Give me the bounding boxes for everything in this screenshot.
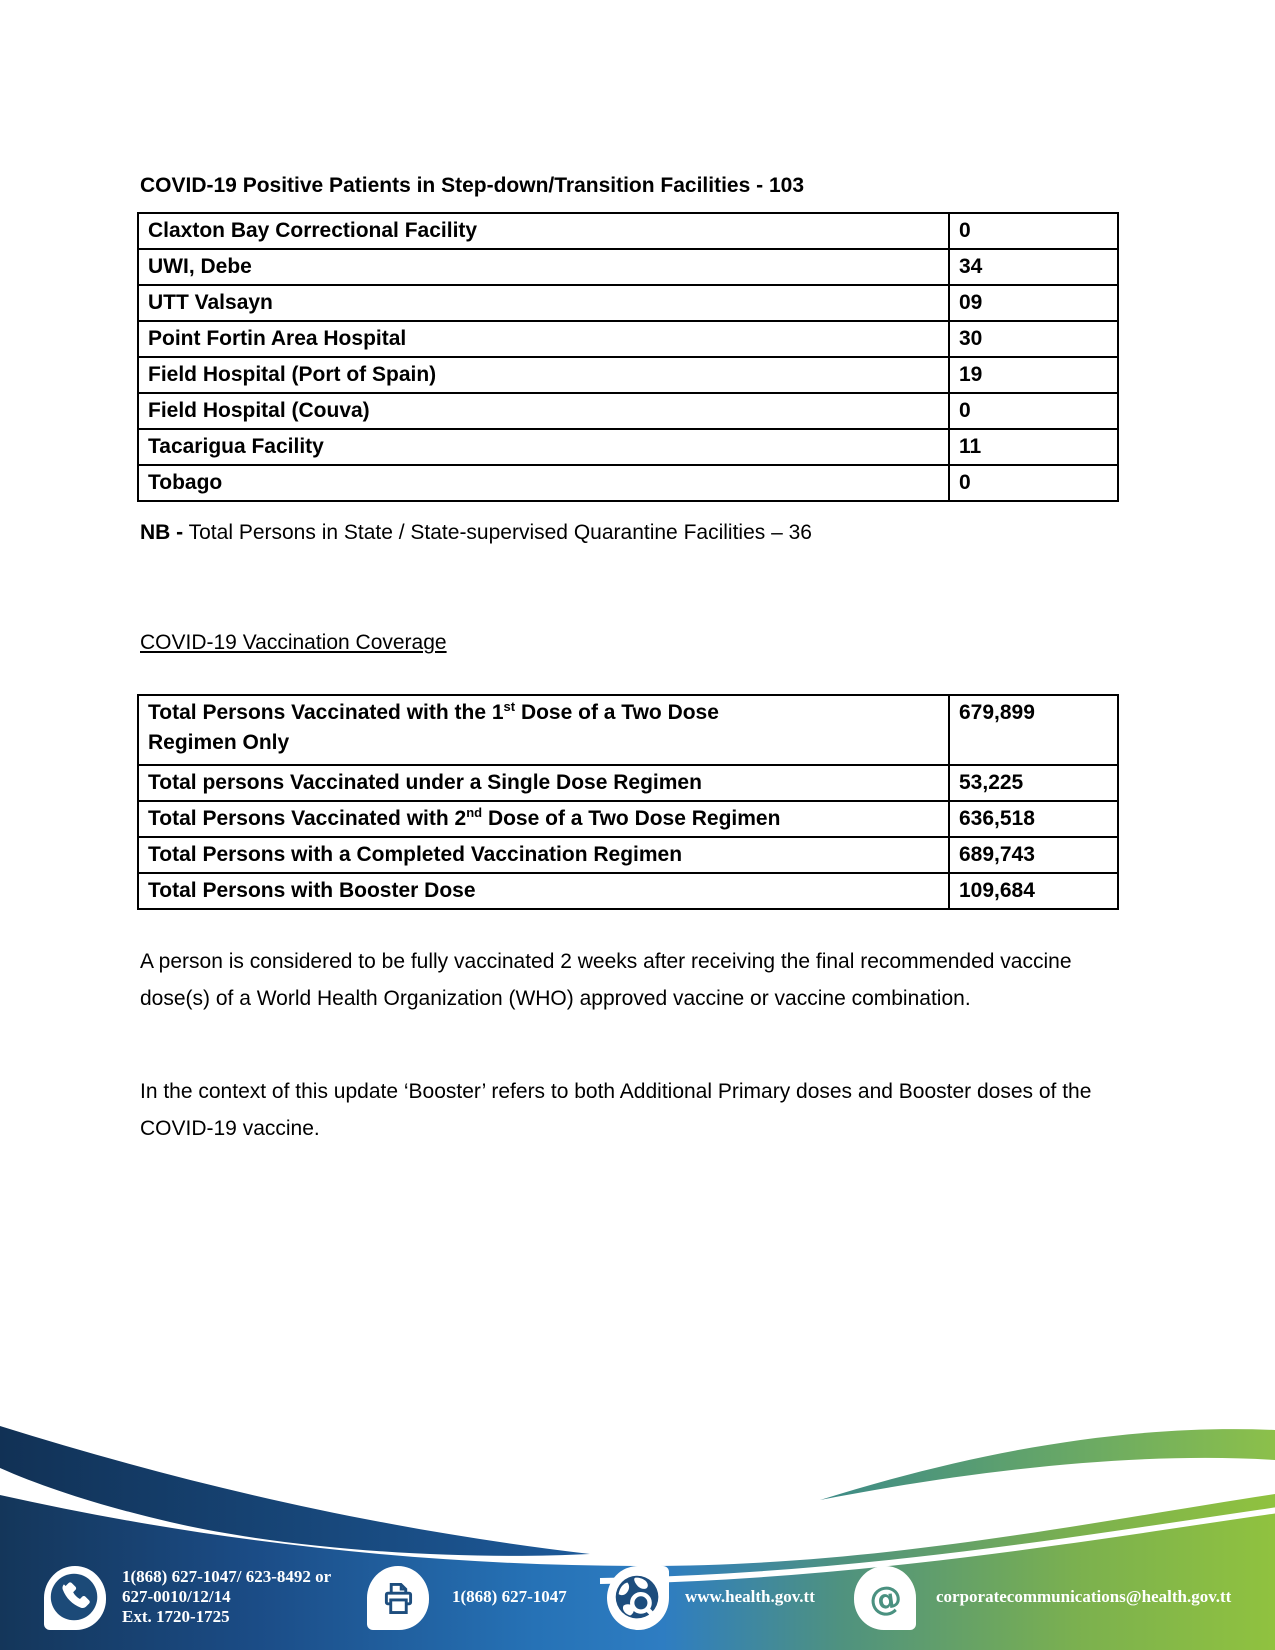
footer bbox=[0, 1370, 1275, 1650]
facility-name: UTT Valsayn bbox=[138, 285, 949, 321]
table-row bbox=[138, 393, 1118, 429]
nb-note bbox=[140, 521, 812, 545]
ordinal-superscript: nd bbox=[466, 805, 483, 820]
email-icon bbox=[854, 1566, 916, 1630]
vaccination-label: Total Persons Vaccinated with the 1st Dose of a Two Dose Regimen Only bbox=[138, 695, 949, 765]
vaccination-value: 679,899 bbox=[949, 695, 1118, 765]
vaccination-value: 109,684 bbox=[949, 873, 1118, 909]
phone-line: 627-0010/12/14 bbox=[122, 1587, 231, 1606]
vaccination-value: 53,225 bbox=[949, 765, 1118, 801]
vaccination-label: Total Persons with a Completed Vaccination Regimen bbox=[138, 837, 949, 873]
facility-count: 0 bbox=[949, 213, 1118, 249]
facility-name: Tacarigua Facility bbox=[138, 429, 949, 465]
phone-numbers bbox=[122, 1567, 331, 1627]
stepdown-table bbox=[137, 212, 1119, 502]
table-row bbox=[138, 801, 1118, 837]
phone-icon bbox=[44, 1566, 106, 1630]
table-row bbox=[138, 695, 1118, 765]
facility-name: UWI, Debe bbox=[138, 249, 949, 285]
table-row bbox=[138, 837, 1118, 873]
facility-count: 09 bbox=[949, 285, 1118, 321]
stepdown-title: COVID-19 Positive Patients in Step-down/Transition Facilities - 103 bbox=[140, 174, 804, 197]
facility-count: 0 bbox=[949, 393, 1118, 429]
phone-line: 1(868) 627-1047/ 623-8492 or bbox=[122, 1567, 332, 1586]
table-row bbox=[138, 249, 1118, 285]
globe-icon bbox=[607, 1566, 669, 1630]
table-row bbox=[138, 321, 1118, 357]
fully-vaccinated-note: A person is considered to be fully vaccinated 2 weeks after receiving the final recommended vaccine dose(s) of a World Health Organization (WHO) approved vaccine or vaccine combination. bbox=[140, 950, 1072, 1010]
phone-line: Ext. 1720-1725 bbox=[122, 1607, 230, 1626]
facility-count: 11 bbox=[949, 429, 1118, 465]
table-row bbox=[138, 765, 1118, 801]
facility-count: 30 bbox=[949, 321, 1118, 357]
facility-name: Claxton Bay Correctional Facility bbox=[138, 213, 949, 249]
fax-number: 1(868) 627-1047 bbox=[452, 1587, 567, 1606]
facility-count: 19 bbox=[949, 357, 1118, 393]
table-row bbox=[138, 357, 1118, 393]
table-row bbox=[138, 465, 1118, 501]
facility-name: Point Fortin Area Hospital bbox=[138, 321, 949, 357]
table-row bbox=[138, 873, 1118, 909]
nb-prefix: NB - bbox=[140, 521, 184, 544]
vaccination-label: Total Persons with Booster Dose bbox=[138, 873, 949, 909]
ordinal-superscript: st bbox=[503, 699, 516, 714]
email-address: corporatecommunications@health.gov.tt bbox=[936, 1587, 1232, 1606]
vaccination-label: Total Persons Vaccinated with 2nd Dose of a Two Dose Regimen bbox=[138, 801, 949, 837]
facility-count: 34 bbox=[949, 249, 1118, 285]
facility-name: Field Hospital (Port of Spain) bbox=[138, 357, 949, 393]
facility-count: 0 bbox=[949, 465, 1118, 501]
table-row bbox=[138, 213, 1118, 249]
facility-name: Field Hospital (Couva) bbox=[138, 393, 949, 429]
facility-name: Tobago bbox=[138, 465, 949, 501]
nb-text: Total Persons in State / State-supervised Quarantine Facilities – 36 bbox=[183, 521, 812, 544]
vaccination-table bbox=[137, 694, 1119, 910]
fax-icon bbox=[367, 1566, 429, 1630]
vaccination-heading: COVID-19 Vaccination Coverage bbox=[140, 631, 447, 654]
vaccination-label: Total persons Vaccinated under a Single Dose Regimen bbox=[138, 765, 949, 801]
vaccination-value: 689,743 bbox=[949, 837, 1118, 873]
booster-note: In the context of this update ‘Booster’ refers to both Additional Primary doses and Booster doses of the COVID-19 vaccine. bbox=[140, 1080, 1092, 1140]
table-row bbox=[138, 429, 1118, 465]
vaccination-value: 636,518 bbox=[949, 801, 1118, 837]
website-url: www.health.gov.tt bbox=[685, 1587, 815, 1606]
at-glyph: @ bbox=[865, 1576, 905, 1620]
table-row bbox=[138, 285, 1118, 321]
